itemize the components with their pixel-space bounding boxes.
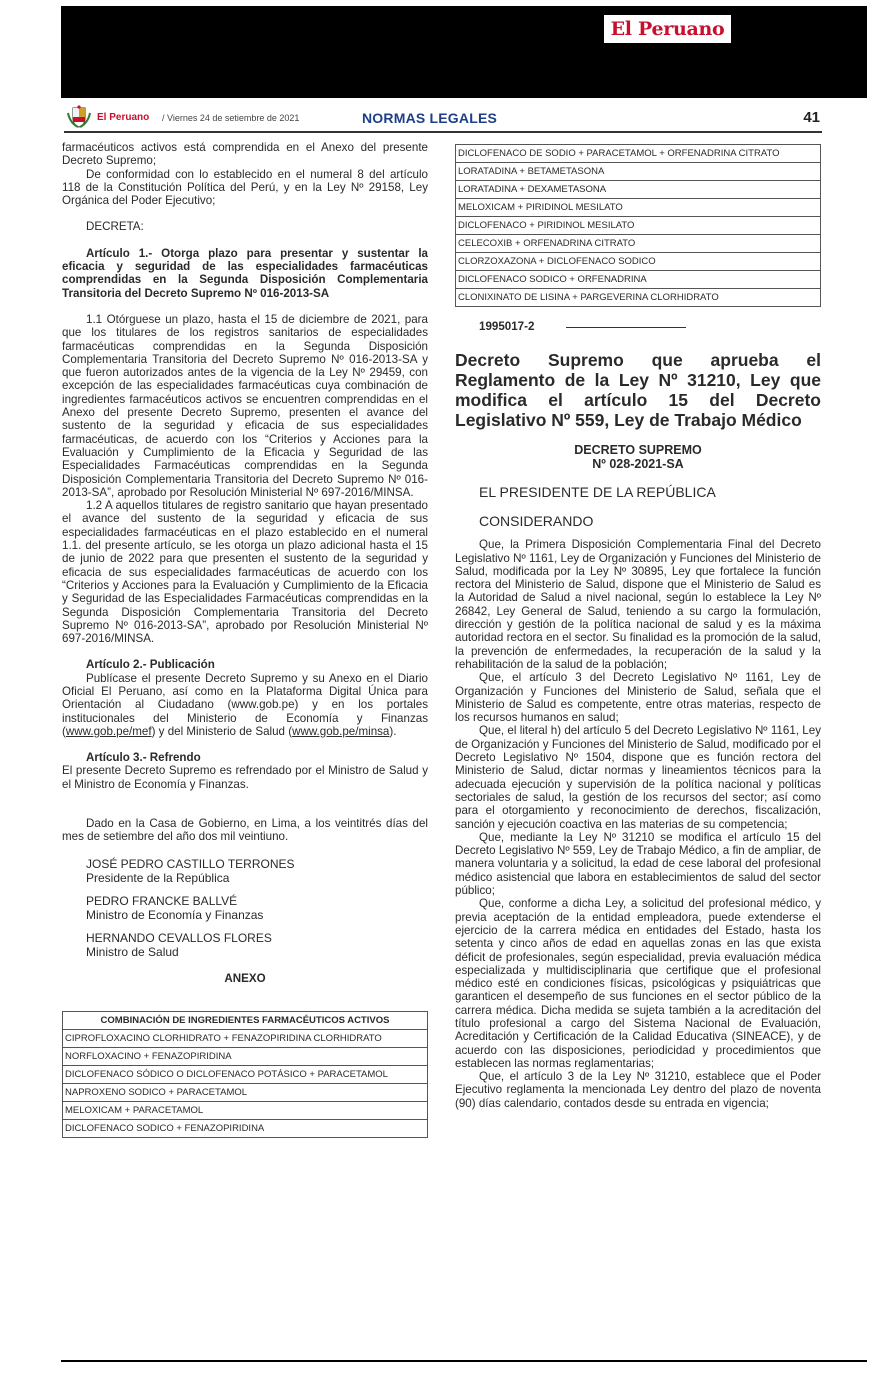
paragraph: Que, el artículo 3 de la Ley Nº 31210, establece que el Poder Ejecutivo reglamenta la mencionada Ley dentro del plazo de noventa (90) días calendario, contados desde su entrada en vigencia; bbox=[455, 1070, 821, 1110]
reference-number: 1995017-2 bbox=[479, 320, 535, 333]
table-row: MELOXICAM + PARACETAMOL bbox=[63, 1101, 428, 1119]
decree-title: Decreto Supremo que aprueba el Reglamento de la Ley Nº 31210, Ley que modifica el artículo 15 del Decreto Legislativo Nº 559, Ley de Trabajo Médico bbox=[455, 350, 821, 431]
decree-label: DECRETO SUPREMO bbox=[574, 443, 702, 458]
paragraph: Que, el literal h) del artículo 5 del Decreto Legislativo Nº 1161, Ley de Organización y Funciones del Ministerio de Salud, modificado por el Decreto Legislativo Nº 1504, dispone que es función rectora del Ministerio de Salud, dictar normas y lineamientos técnicos para la adecuada ejecución y supervisión de la política nacional y políticas sectoriales de salud, la gestión de los recursos del sector; así como para el otorgamiento y reconocimiento de derechos, fiscalización, sanción y ejecución coactiva en las materias de su competencia; bbox=[455, 724, 821, 831]
table-row: DICLOFENACO + PIRIDINOL MESILATO bbox=[456, 217, 821, 235]
anexo-table-continued bbox=[455, 144, 821, 307]
paragraph: Que, conforme a dicha Ley, a solicitud del profesional médico, y previa aceptación de la entidad empleadora, puede extenderse el ejercicio de la carrera médica en entidades del Estado, hasta los setenta y cinco años de edad en aquellas zonas en las que exista déficit de profesionales, según especialidad, previa evaluación médica especializada y multidisciplinaria que certifique que el profesional médico esté en condiciones físicas, psicológicas y psiquiátricas que garanticen el desempeño de sus funciones en el sector público de la carrera médica. Dicha medida se sujeta también a la acreditación del título profesional a cargo del Sistema Nacional de Evaluación, Acreditación y Certificación de la Calidad Educativa (SINEACE), y de acuerdo con las disposiciones, periodicidad y procedimientos que establecen las normas reglamentarias; bbox=[455, 897, 821, 1070]
header-rule bbox=[64, 131, 822, 133]
table-row: CLONIXINATO DE LISINA + PARGEVERINA CLORHIDRATO bbox=[456, 289, 821, 307]
table-row: CIPROFLOXACINO CLORHIDRATO + FENAZOPIRIDINA CLORHIDRATO bbox=[63, 1029, 428, 1047]
anexo-heading: ANEXO bbox=[224, 971, 266, 985]
table-row: MELOXICAM + PIRIDINOL MESILATO bbox=[456, 199, 821, 217]
article-2-title: Artículo 2.- Publicación bbox=[86, 658, 215, 672]
table-row: DICLOFENACO SÓDICO O DICLOFENACO POTÁSICO + PARACETAMOL bbox=[63, 1065, 428, 1083]
table-header: COMBINACIÓN DE INGREDIENTES FARMACÉUTICOS ACTIVOS bbox=[63, 1011, 428, 1029]
signature-name: HERNANDO CEVALLOS FLORES bbox=[86, 930, 272, 945]
paragraph: Que, la Primera Disposición Complementaria Final del Decreto Legislativo Nº 1161, Ley de Organización y Funciones del Ministerio de Salud, modificada por la Ley Nº 30895, Ley que fortalece la función rectora del Ministerio de Salud, dispone que el Ministerio de Salud es la Autoridad de Salud a nivel nacional, según lo establece la Ley Nº 26842, Ley General de Salud, teniendo a su cargo la formulación, dirección y gestión de la política nacional de salud y es la máxima autoridad rectora en el sector. Su finalidad es la promoción de la salud, la prevención de enfermedades, la recuperación de la salud y la rehabilitación de la salud de la población; bbox=[455, 538, 821, 671]
table-row: LORATADINA + DEXAMETASONA bbox=[456, 181, 821, 199]
coat-of-arms-icon bbox=[66, 105, 92, 129]
signature-name: JOSÉ PEDRO CASTILLO TERRONES bbox=[86, 856, 295, 871]
table-row: DICLOFENACO DE SODIO + PARACETAMOL + ORFENADRINA CITRATO bbox=[456, 145, 821, 163]
president-heading: EL PRESIDENTE DE LA REPÚBLICA bbox=[479, 484, 716, 501]
header-date: / Viernes 24 de setiembre de 2021 bbox=[162, 113, 300, 123]
article-2-text: Publícase el presente Decreto Supremo y su Anexo en el Diario Oficial El Peruano, así como en la Plataforma Digital Única para Orientación al Ciudadano (www.gob.pe) y en los portales institucionales del Ministerio de Economía y Finanzas (www.gob.pe/mef) y del Ministerio de Salud (www.gob.pe/minsa). bbox=[62, 671, 428, 738]
decreta-heading: DECRETA: bbox=[86, 220, 144, 234]
right-column bbox=[455, 144, 821, 1110]
table-row: CLORZOXAZONA + DICLOFENACO SODICO bbox=[456, 253, 821, 271]
table-row: DICLOFENACO SODICO + FENAZOPIRIDINA bbox=[63, 1119, 428, 1137]
signature-role: Presidente de la República bbox=[86, 870, 230, 885]
signature-role: Ministro de Economía y Finanzas bbox=[86, 907, 264, 922]
header-brand: El Peruano bbox=[97, 112, 150, 123]
paragraph: De conformidad con lo establecido en el numeral 8 del artículo 118 de la Constitución Política del Perú, y en la Ley Nº 29158, Ley Orgánica del Poder Ejecutivo; bbox=[62, 167, 428, 208]
paragraph: Que, mediante la Ley Nº 31210 se modifica el artículo 15 del Decreto Legislativo Nº 559, Ley de Trabajo Médico, a fin de ampliar, de manera voluntaria y a solicitud, la edad de cese laboral del profesional médico asistencial que labora en establecimientos de salud del sector público; bbox=[455, 830, 821, 898]
dado-paragraph: Dado en la Casa de Gobierno, en Lima, a los veintitrés días del mes de setiembre del año dos mil veintiuno. bbox=[62, 817, 428, 844]
article-1-title: Artículo 1.- Otorga plazo para presentar y sustentar la eficacia y seguridad de las especialidades farmacéuticas comprendidas en la Segunda Disposición Complementaria Transitoria del Decreto Supremo Nº 016-2013-SA bbox=[62, 246, 428, 300]
section-title: NORMAS LEGALES bbox=[362, 110, 498, 126]
el-peruano-logo: El Peruano bbox=[604, 15, 731, 43]
page-header bbox=[64, 104, 822, 130]
paragraph: 1.2 A aquellos titulares de registro sanitario que hayan presentado el avance del sustento de la seguridad y eficacia de sus especialidades farmacéuticas en el plazo establecido en el numeral 1.1. del presente artículo, se les otorga un plazo adicional hasta el 15 de junio de 2022 para que presenten el sustento de la seguridad y eficacia de sus especialidades farmacéuticas de acuerdo con los “Criterios y Acciones para la Evaluación y Cumplimiento de la Eficacia y Seguridad de las Especialidades Farmacéuticas comprendidas en la Segunda Disposición Complementaria Transitoria del Decreto Supremo Nº 016-2013-SA”, aprobado por Resolución Ministerial Nº 697-2016/MINSA. bbox=[62, 499, 428, 646]
article-3-title: Artículo 3.- Refrendo bbox=[86, 751, 201, 765]
left-column bbox=[62, 141, 428, 1138]
table-row: LORATADINA + BETAMETASONA bbox=[456, 163, 821, 181]
signature-name: PEDRO FRANCKE BALLVÉ bbox=[86, 893, 238, 908]
article-3-text: El presente Decreto Supremo es refrendado por el Ministro de Salud y el Ministro de Economía y Finanzas. bbox=[62, 764, 428, 791]
paragraph: 1.1 Otórguese un plazo, hasta el 15 de diciembre de 2021, para que los titulares de los registros sanitarios de especialidades farmacéuticas comprendidas en la Segunda Disposición Complementaria Transitoria del Decreto Supremo Nº 016-2013-SA y que fueron autorizados antes de la vigencia de la Ley Nº 29459, con excepción de las especialidades farmacéuticas cuya combinación de ingredientes farmacéuticos activos se encuentren comprendidas en el Anexo del presente Decreto Supremo, presenten el avance del sustento de la seguridad y eficacia de sus especialidades farmacéuticas, de acuerdo con los “Criterios y Acciones para la Evaluación y Cumplimiento de la Eficacia y Seguridad de las Especialidades Farmacéuticas comprendidas en la Segunda Disposición Complementaria Transitoria del Decreto Supremo Nº 016-2013-SA”, aprobado por Resolución Ministerial Nº 697-2016/MINSA. bbox=[62, 312, 428, 499]
decree-number: Nº 028-2021-SA bbox=[592, 457, 684, 472]
table-row: DICLOFENACO SODICO + ORFENADRINA bbox=[456, 271, 821, 289]
paragraph: farmacéuticos activos está comprendida en el Anexo del presente Decreto Supremo; bbox=[62, 141, 428, 168]
paragraph: Que, el artículo 3 del Decreto Legislativo Nº 1161, Ley de Organización y Funciones del Ministerio de Salud, señala que el Ministerio de Salud es competente, entre otras materias, respecto de los recursos humanos en salud; bbox=[455, 671, 821, 725]
table-row: CELECOXIB + ORFENADRINA CITRATO bbox=[456, 235, 821, 253]
page-number: 41 bbox=[803, 109, 820, 126]
considerando-heading: CONSIDERANDO bbox=[479, 513, 594, 530]
mef-link[interactable]: www.gob.pe/mef bbox=[65, 724, 152, 738]
table-row: NORFLOXACINO + FENAZOPIRIDINA bbox=[63, 1047, 428, 1065]
anexo-table bbox=[62, 1011, 428, 1138]
table-row: NAPROXENO SODICO + PARACETAMOL bbox=[63, 1083, 428, 1101]
minsa-link[interactable]: www.gob.pe/minsa bbox=[292, 724, 390, 738]
signature-role: Ministro de Salud bbox=[86, 944, 179, 959]
